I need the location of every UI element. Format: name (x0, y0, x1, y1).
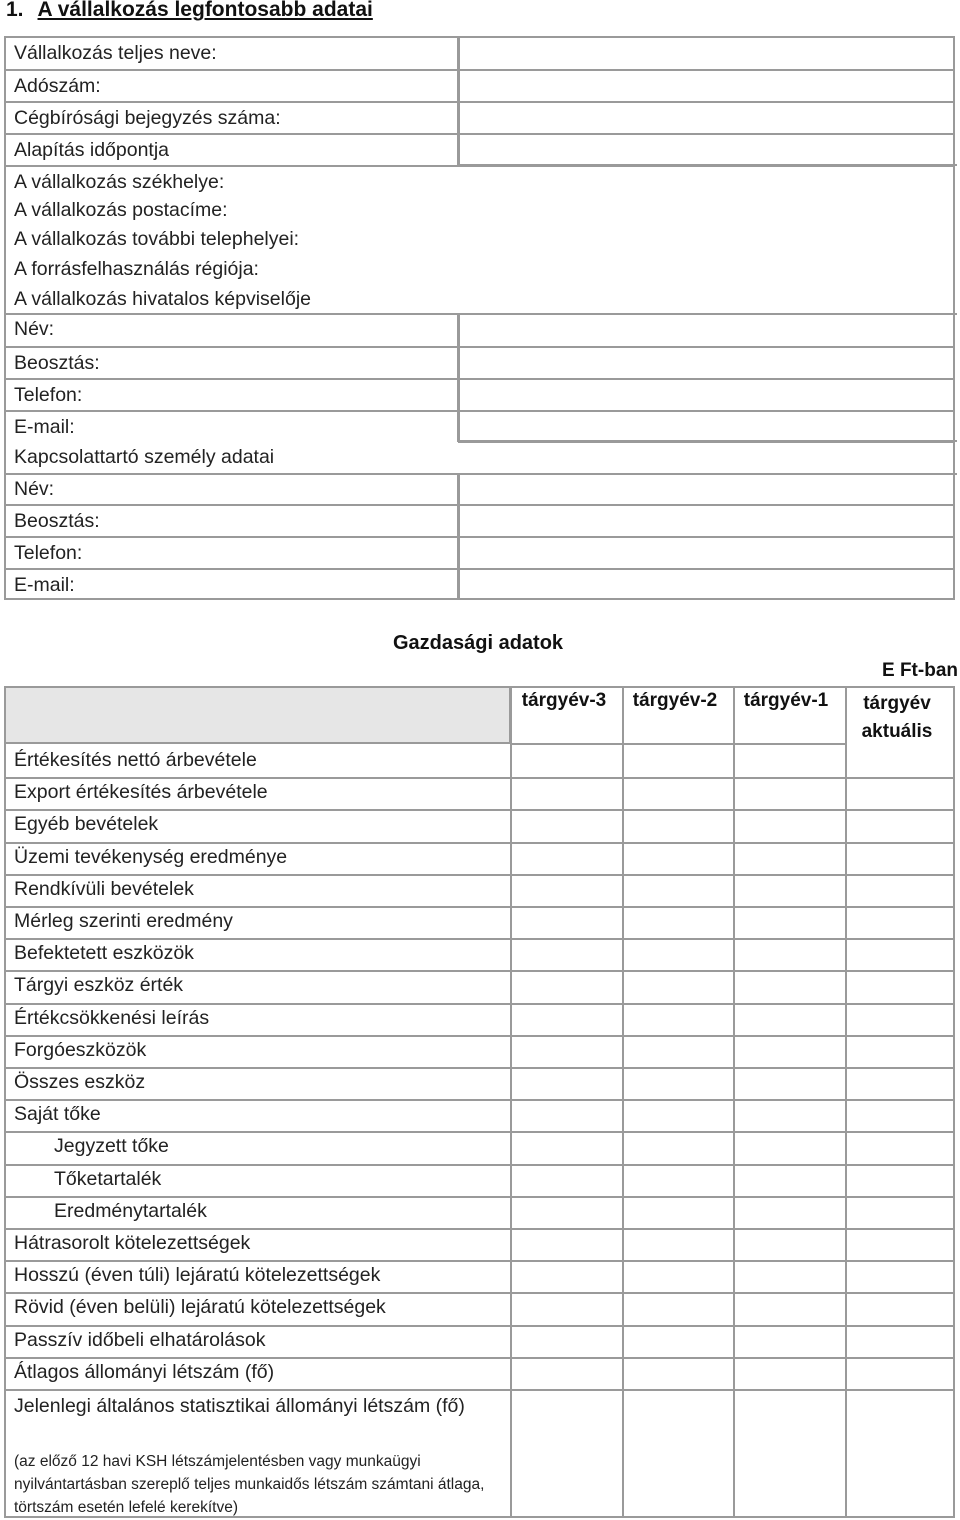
table-header-shaded-cell (6, 688, 511, 744)
data-row-label: Eredménytartalék (54, 1199, 207, 1222)
info-row (6, 133, 953, 165)
value-cell[interactable] (512, 1359, 622, 1389)
column-header-year-2: tárgyév-2 (632, 690, 718, 711)
info-empty-area (458, 195, 953, 224)
info-row-label: A forrásfelhasználás régiója: (14, 258, 259, 280)
value-cell[interactable] (735, 1327, 845, 1357)
column-header-current-year: tárgyév aktuális (861, 693, 933, 742)
data-row-label: Tőketartalék (54, 1167, 162, 1190)
value-cell[interactable] (847, 811, 951, 841)
value-cell[interactable] (847, 908, 951, 938)
info-row (6, 410, 953, 442)
info-row (6, 101, 953, 133)
company-info-table (4, 36, 955, 600)
value-cell[interactable] (735, 1005, 845, 1035)
data-row-label: Saját tőke (14, 1103, 101, 1126)
value-cell[interactable] (512, 747, 622, 777)
value-cell[interactable] (512, 844, 622, 874)
value-cell[interactable] (735, 1166, 845, 1196)
info-row-label: Vállalkozás teljes neve: (14, 42, 217, 64)
value-cell[interactable] (735, 779, 845, 809)
value-cell[interactable] (735, 1262, 845, 1292)
value-cell[interactable] (735, 747, 845, 777)
value-cell[interactable] (847, 1359, 951, 1389)
data-row-label: Hosszú (éven túli) lejáratú kötelezettségek (14, 1264, 381, 1287)
info-row (6, 254, 953, 284)
value-cell[interactable] (735, 1294, 845, 1324)
info-value-field[interactable] (458, 412, 953, 442)
value-cell[interactable] (512, 1294, 622, 1324)
value-cell[interactable] (624, 779, 733, 809)
value-cell[interactable] (512, 876, 622, 906)
value-cell[interactable] (847, 1294, 951, 1324)
info-value-field[interactable] (458, 474, 953, 504)
value-cell[interactable] (735, 876, 845, 906)
value-cell[interactable] (512, 908, 622, 938)
info-row-label: Kapcsolattartó személy adatai (14, 446, 275, 468)
data-row-label: Üzemi tevékenység eredménye (14, 845, 288, 868)
value-cell[interactable] (735, 972, 845, 1002)
value-cell[interactable] (624, 876, 733, 906)
value-cell[interactable] (735, 940, 845, 970)
section-number: 1. (6, 0, 24, 21)
value-cell[interactable] (512, 940, 622, 970)
value-cell[interactable] (624, 1327, 733, 1357)
info-row-label: Adószám: (14, 75, 101, 97)
info-row-label: Alapítás időpontja (14, 139, 170, 161)
info-row-label: E-mail: (14, 416, 75, 438)
info-row-label: Név: (14, 318, 55, 340)
section-heading (6, 0, 373, 22)
value-cell[interactable] (624, 811, 733, 841)
value-cell[interactable] (847, 1198, 951, 1228)
value-cell[interactable] (624, 1294, 733, 1324)
value-cell[interactable] (847, 779, 951, 809)
data-row-label: Jegyzett tőke (54, 1135, 169, 1158)
data-row-label: Passzív időbeli elhatárolások (14, 1328, 266, 1351)
info-row-label: Telefon: (14, 542, 83, 564)
info-value-field[interactable] (458, 506, 953, 536)
info-row (6, 378, 953, 410)
value-cell[interactable] (512, 1166, 622, 1196)
value-cell[interactable] (512, 1327, 622, 1357)
info-row-label: Név: (14, 478, 55, 500)
info-empty-area (458, 254, 953, 284)
data-row-label: Egyéb bevételek (14, 813, 159, 836)
value-cell[interactable] (512, 1230, 622, 1260)
value-cell[interactable] (847, 1262, 951, 1292)
info-row (6, 284, 953, 314)
value-cell[interactable] (735, 1037, 845, 1067)
value-cell[interactable] (847, 1069, 951, 1099)
economic-data-title: Gazdasági adatok (393, 632, 564, 654)
info-empty-area (458, 442, 953, 474)
data-row-label: Export értékesítés árbevétele (14, 781, 268, 804)
info-row (6, 474, 953, 504)
value-cell[interactable] (624, 940, 733, 970)
info-row (6, 165, 953, 195)
value-cell[interactable] (847, 1230, 951, 1260)
value-cell[interactable] (512, 811, 622, 841)
info-row-label: Beosztás: (14, 510, 100, 532)
value-cell[interactable] (735, 1391, 845, 1517)
value-cell[interactable] (512, 1101, 622, 1131)
divider (6, 313, 457, 315)
value-cell[interactable] (847, 1391, 951, 1517)
value-cell[interactable] (624, 1133, 733, 1163)
info-value-field[interactable] (458, 135, 953, 165)
value-cell[interactable] (735, 908, 845, 938)
value-cell[interactable] (847, 876, 951, 906)
value-cell[interactable] (624, 1198, 733, 1228)
data-row-label: Befektetett eszközök (14, 942, 194, 965)
header-divider (511, 743, 846, 745)
headcount-row-note: (az előző 12 havi KSH létszámjelentésben vagy munkaügyi nyilvántartásban szereplő teljes munkaidős létszám számtani átlaga, törtszám esetén lefelé kerekítve) (14, 1453, 485, 1516)
value-cell[interactable] (847, 1133, 951, 1163)
info-empty-area (458, 224, 953, 254)
info-row (6, 568, 953, 600)
value-cell[interactable] (512, 1037, 622, 1067)
info-value-field[interactable] (458, 348, 953, 378)
value-cell[interactable] (512, 1069, 622, 1099)
info-row-label: E-mail: (14, 574, 75, 596)
value-cell[interactable] (847, 1005, 951, 1035)
info-row (6, 346, 953, 378)
value-cell[interactable] (512, 1133, 622, 1163)
value-cell[interactable] (512, 1198, 622, 1228)
divider (457, 473, 957, 475)
value-cell[interactable] (624, 1359, 733, 1389)
value-cell[interactable] (735, 811, 845, 841)
section-title: A vállalkozás legfontosabb adatai (37, 0, 373, 21)
info-row (6, 442, 953, 474)
data-row-label: Értékcsökkenési leírás (14, 1006, 210, 1029)
info-empty-area (458, 284, 953, 314)
value-cell[interactable] (512, 779, 622, 809)
economic-data-table (4, 686, 955, 1518)
column-header-year-3: tárgyév-3 (521, 690, 607, 711)
info-row (6, 195, 953, 224)
info-row-label: A vállalkozás postacíme: (14, 199, 228, 221)
info-row (6, 224, 953, 254)
value-cell[interactable] (624, 972, 733, 1002)
divider (457, 164, 957, 166)
value-cell[interactable] (624, 1037, 733, 1067)
value-cell[interactable] (624, 844, 733, 874)
unit-label: E Ft-ban (882, 660, 958, 681)
info-row-label: Beosztás: (14, 352, 100, 374)
info-row (6, 536, 953, 568)
info-row-label: A vállalkozás további telephelyei: (14, 228, 300, 250)
value-cell[interactable] (735, 1359, 845, 1389)
value-cell[interactable] (512, 1391, 622, 1517)
value-cell[interactable] (735, 1101, 845, 1131)
data-row-label: Rövid (éven belüli) lejáratú kötelezettségek (14, 1296, 386, 1319)
info-value-field[interactable] (458, 380, 953, 410)
data-row-label: Forgóeszközök (14, 1038, 147, 1061)
info-value-field[interactable] (458, 71, 953, 101)
column-divider (457, 38, 459, 164)
value-cell[interactable] (735, 1069, 845, 1099)
value-cell[interactable] (847, 940, 951, 970)
value-cell[interactable] (847, 1166, 951, 1196)
divider (6, 473, 457, 475)
data-row-label: Tárgyi eszköz érték (14, 974, 184, 997)
info-row (6, 504, 953, 536)
info-row-label: Telefon: (14, 384, 83, 406)
column-header-year-1: tárgyév-1 (743, 690, 829, 711)
value-cell[interactable] (624, 1069, 733, 1099)
info-value-field[interactable] (458, 38, 953, 69)
column-divider (457, 473, 459, 600)
value-cell[interactable] (512, 1005, 622, 1035)
info-value-field[interactable] (458, 538, 953, 568)
value-cell[interactable] (624, 1230, 733, 1260)
info-value-field[interactable] (458, 570, 953, 600)
value-cell[interactable] (847, 1101, 951, 1131)
data-row-label: Átlagos állományi létszám (fő) (14, 1360, 275, 1383)
value-cell[interactable] (735, 1198, 845, 1228)
data-row-label: Értékesítés nettó árbevétele (14, 749, 257, 771)
info-row (6, 314, 953, 346)
value-cell[interactable] (624, 747, 733, 777)
value-cell[interactable] (624, 908, 733, 938)
value-cell[interactable] (735, 1133, 845, 1163)
info-row-label: A vállalkozás hivatalos képviselője (14, 288, 311, 310)
value-cell[interactable] (847, 844, 951, 874)
data-row-label: Mérleg szerinti eredmény (14, 910, 233, 932)
value-cell[interactable] (735, 844, 845, 874)
value-cell[interactable] (847, 747, 951, 777)
info-row (6, 38, 953, 69)
value-cell[interactable] (624, 1101, 733, 1131)
value-cell[interactable] (735, 1230, 845, 1260)
data-row-label: Összes eszköz (14, 1071, 146, 1093)
value-cell[interactable] (624, 1005, 733, 1035)
value-cell[interactable] (847, 972, 951, 1002)
info-row-label: Cégbírósági bejegyzés száma: (14, 107, 281, 129)
data-row-label: Rendkívüli bevételek (14, 877, 194, 900)
info-value-field[interactable] (458, 103, 953, 133)
value-cell[interactable] (512, 972, 622, 1002)
info-row (6, 69, 953, 101)
info-empty-area (458, 167, 953, 195)
value-cell[interactable] (624, 1391, 733, 1517)
headcount-row-label: Jelenlegi általános statisztikai állományi létszám (fő) (14, 1395, 465, 1417)
info-value-field[interactable] (458, 314, 953, 346)
value-cell[interactable] (624, 1166, 733, 1196)
value-cell[interactable] (847, 1037, 951, 1067)
divider (457, 313, 957, 315)
divider (457, 440, 957, 442)
info-row-label: A vállalkozás székhelye: (14, 171, 225, 193)
value-cell[interactable] (512, 1262, 622, 1292)
column-divider (457, 313, 459, 440)
data-row-label: Hátrasorolt kötelezettségek (14, 1232, 251, 1254)
value-cell[interactable] (624, 1262, 733, 1292)
value-cell[interactable] (847, 1327, 951, 1357)
